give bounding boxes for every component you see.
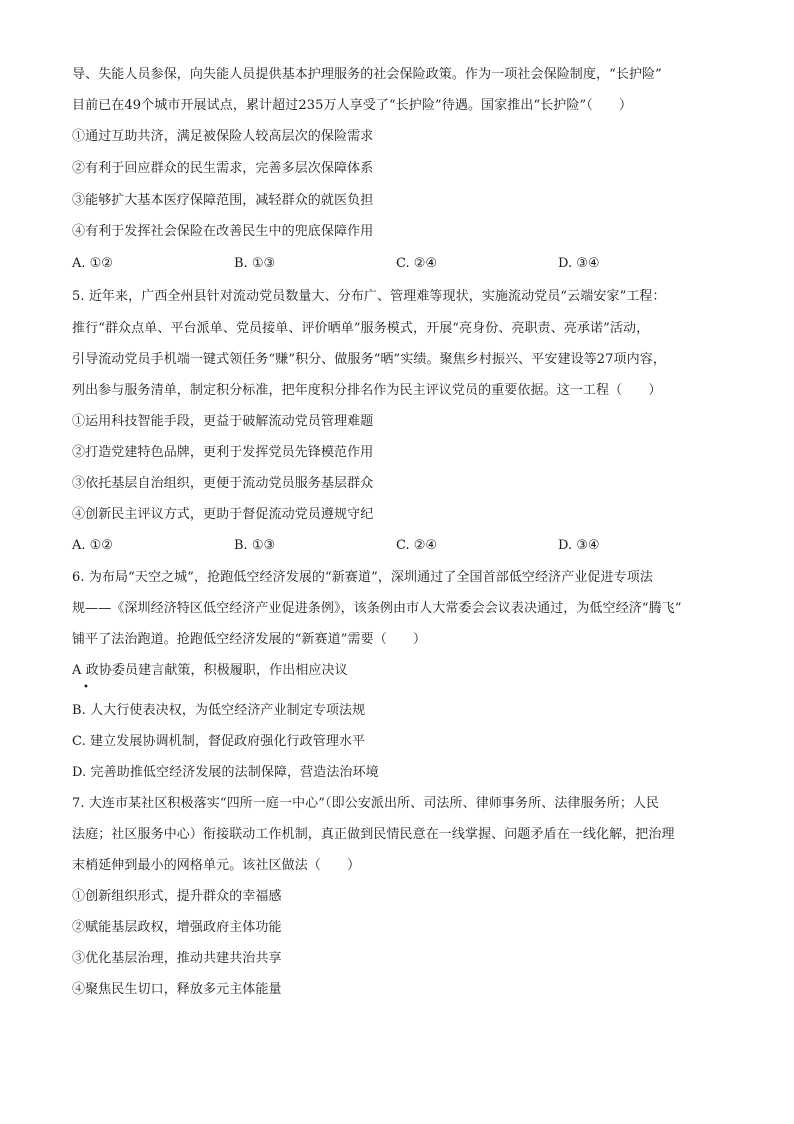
q6-choice-a: A 政协委员建言献策，积极履职，作出相应决议 — [72, 663, 348, 678]
q4-option-b: B. ①③ — [234, 256, 276, 271]
q5-statement: ③依托基层自治组织，更便于流动党员服务基层群众 — [72, 476, 374, 491]
q4-stem-line: 目前已在49个城市开展试点，累计超过235万人享受了“长护险”待遇。国家推出“长护险”（ ） — [72, 98, 633, 113]
q4-statement: ②有利于回应群众的民生需求，完善多层次保障体系 — [72, 161, 374, 176]
q7-statement: ④聚焦民生切口，释放多元主体能量 — [72, 982, 282, 997]
q5-statement: ④创新民主评议方式，更助于督促流动党员遵规守纪 — [72, 507, 374, 522]
q4-statement: ④有利于发挥社会保险在改善民生中的兜底保障作用 — [72, 224, 374, 239]
q7-statement: ②赋能基层政权，增强政府主体功能 — [72, 920, 282, 935]
q7-stem-line: 7. 大连市某社区积极落实“四所一庭一中心”（即公安派出所、司法所、律师事务所、法律服务所；人民 — [72, 796, 660, 811]
q4-option-c: C. ②④ — [396, 256, 438, 271]
q4-statement: ①通过互助共济，满足被保险人较高层次的保险需求 — [72, 129, 374, 144]
q7-stem-line: 法庭；社区服务中心）衔接联动工作机制，真正做到民情民意在一线掌握、问题矛盾在一线化解，把治理 — [72, 827, 675, 842]
q6-stem-line: 规——《深圳经济特区低空经济产业促进条例》，该条例由市人大常委会会议表决通过，为低空经济“腾飞” — [72, 601, 682, 616]
q4-stem-line: 导、失能人员参保，向失能人员提供基本护理服务的社会保险政策。作为一项社会保险制度，“长护险” — [72, 67, 662, 82]
q6-stem-line: 铺平了法治跑道。抢跑低空经济发展的“新赛道”需要（ ） — [72, 632, 427, 647]
q5-statement: ①运用科技智能手段，更益于破解流动党员管理难题 — [72, 414, 374, 429]
q7-statement: ①创新组织形式，提升群众的幸福感 — [72, 889, 282, 904]
q4-option-a: A. ①② — [72, 256, 113, 271]
q6-stem-line: 6. 为布局“天空之城”，抢跑低空经济发展的“新赛道”，深圳通过了全国首部低空经济产业促进专项法 — [72, 570, 653, 585]
q4-options — [72, 255, 732, 273]
stray-dot-mark: • — [83, 682, 89, 693]
q6-choice-b: B. 人大行使表决权，为低空经济产业制定专项法规 — [72, 703, 366, 718]
q5-option-d: D. ③④ — [558, 538, 600, 553]
q5-stem-line: 推行“群众点单、平台派单、党员接单、评价晒单”服务模式，开展“亮身份、亮职责、亮承诺”活动， — [72, 321, 650, 336]
q7-stem-line: 末梢延伸到最小的网格单元。该社区做法（ ） — [72, 858, 361, 873]
q5-option-b: B. ①③ — [234, 538, 276, 553]
q5-stem-line: 列出参与服务清单，制定积分标准，把年度积分排名作为民主评议党员的重要依据。这一工程（ ） — [72, 383, 662, 398]
q4-option-d: D. ③④ — [558, 256, 600, 271]
q5-stem-line: 5. 近年来，广西全州县针对流动党员数量大、分布广、管理难等现状，实施流动党员“云端安家”工程： — [72, 289, 666, 304]
q7-statement: ③优化基层治理，推动共建共治共享 — [72, 951, 282, 966]
q5-option-c: C. ②④ — [396, 538, 438, 553]
q4-statement: ③能够扩大基本医疗保障范围，减轻群众的就医负担 — [72, 193, 374, 208]
q6-choice-c: C. 建立发展协调机制，督促政府强化行政管理水平 — [72, 734, 366, 749]
q5-option-a: A. ①② — [72, 538, 113, 553]
q5-statement: ②打造党建特色品牌，更利于发挥党员先锋模范作用 — [72, 445, 374, 460]
q6-choice-d: D. 完善助推低空经济发展的法制保障，营造法治环境 — [72, 765, 379, 780]
q5-stem-line: 引导流动党员手机端一键式领任务“赚”积分、做服务“晒”实绩。聚焦乡村振兴、平安建设等27项内容， — [72, 352, 666, 367]
q5-options — [72, 537, 732, 555]
